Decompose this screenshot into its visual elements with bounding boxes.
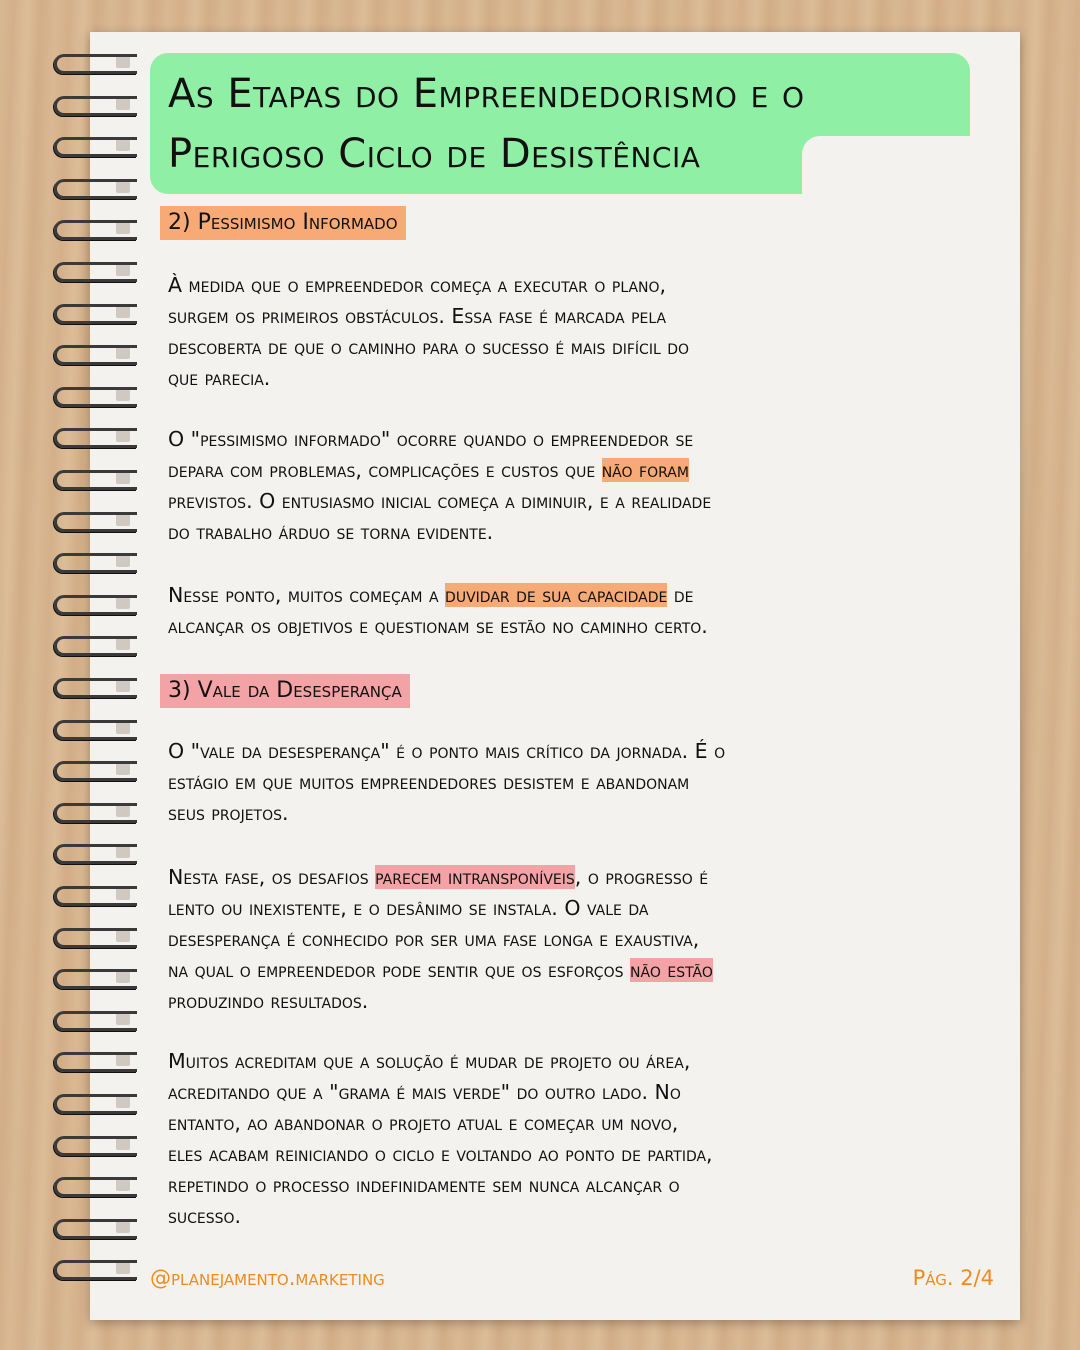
text-line: À medida que o empreendedor começa a executar o plano, [168,273,667,297]
spiral-ring [48,218,136,238]
spiral-ring [48,1258,136,1278]
spiral-ring [48,759,136,779]
spiral-ring [48,302,136,322]
text-line: O "pessimismo informado" ocorre quando o empreendedor se [168,427,694,451]
section-heading-vale: 3) Vale da Desesperança [160,674,410,708]
text-line: eles acabam reiniciando o ciclo e voltando ao ponto de partida, [168,1142,713,1166]
title-line-1: As Etapas do Empreendedorismo e o [168,71,805,117]
spiral-ring [48,634,136,654]
text-line: repetindo o processo indefinidamente sem nunca alcançar o [168,1173,680,1197]
text-line: acreditando que a "grama é mais verde" do outro lado. No [168,1080,681,1104]
spiral-ring [48,177,136,197]
spiral-ring [48,426,136,446]
text-line: do trabalho árduo se torna evidente. [168,520,494,544]
paragraph [168,862,988,1017]
text-line: , o progresso é [574,865,709,889]
highlight-text: não foram [601,458,689,482]
spiral-binding [48,52,148,1292]
text-line: Nesta fase, os desafios [168,865,376,889]
text-line: que parecia. [168,366,271,390]
footer-handle: @planejamento.marketing [150,1266,385,1290]
text-line: desesperança é conhecido por ser uma fase longa e exaustiva, [168,927,700,951]
text-line: previstos. O entusiasmo inicial começa a diminuir, e a realidade [168,489,712,513]
paragraph [168,1046,988,1232]
spiral-ring [48,1134,136,1154]
spiral-ring [48,385,136,405]
spiral-ring [48,884,136,904]
spiral-ring [48,1009,136,1029]
spiral-ring [48,676,136,696]
highlight-text: duvidar de sua capacidade [445,583,668,607]
title-line-2: Perigoso Ciclo de Desistência [168,131,701,177]
text-line: produzindo resultados. [168,989,369,1013]
paragraph [168,580,988,642]
page-number: Pág. 2/4 [912,1266,994,1290]
highlight-text: não estão [630,958,713,982]
spiral-ring [48,926,136,946]
paragraph [168,270,988,394]
highlight-text: parecem intransponíveis [375,865,575,889]
text-line: na qual o empreendedor pode sentir que os esforços [168,958,631,982]
text-line: seus projetos. [168,801,289,825]
text-line: lento ou inexistente, e o desânimo se instala. O vale da [168,896,649,920]
spiral-ring [48,1092,136,1112]
text-line: surgem os primeiros obstáculos. Essa fase é marcada pela [168,304,667,328]
spiral-ring [48,468,136,488]
text-line: entanto, ao abandonar o projeto atual e começar um novo, [168,1111,679,1135]
text-line: sucesso. [168,1204,242,1228]
spiral-ring [48,718,136,738]
text-line: de [667,583,694,607]
spiral-ring [48,801,136,821]
spiral-ring [48,967,136,987]
section-heading-pessimismo: 2) Pessimismo Informado [160,206,406,240]
spiral-ring [48,343,136,363]
text-line: Nesse ponto, muitos começam a [168,583,446,607]
spiral-ring [48,593,136,613]
text-line: Muitos acreditam que a solução é mudar de projeto ou área, [168,1049,691,1073]
spiral-ring [48,135,136,155]
text-line: O "vale da desesperança" é o ponto mais crítico da jornada. É o [168,739,726,763]
paragraph [168,424,988,548]
spiral-ring [48,1175,136,1195]
spiral-ring [48,551,136,571]
text-line: descoberta de que o caminho para o sucesso é mais difícil do [168,335,690,359]
text-line: depara com problemas, complicações e custos que [168,458,602,482]
spiral-ring [48,260,136,280]
spiral-ring [48,842,136,862]
spiral-ring [48,94,136,114]
text-line: estágio em que muitos empreendedores desistem e abandonam [168,770,690,794]
paragraph [168,736,988,829]
text-line: alcançar os objetivos e questionam se estão no caminho certo. [168,614,708,638]
spiral-ring [48,52,136,72]
spiral-ring [48,1217,136,1237]
spiral-ring [48,1050,136,1070]
page-title [168,64,968,184]
spiral-ring [48,510,136,530]
